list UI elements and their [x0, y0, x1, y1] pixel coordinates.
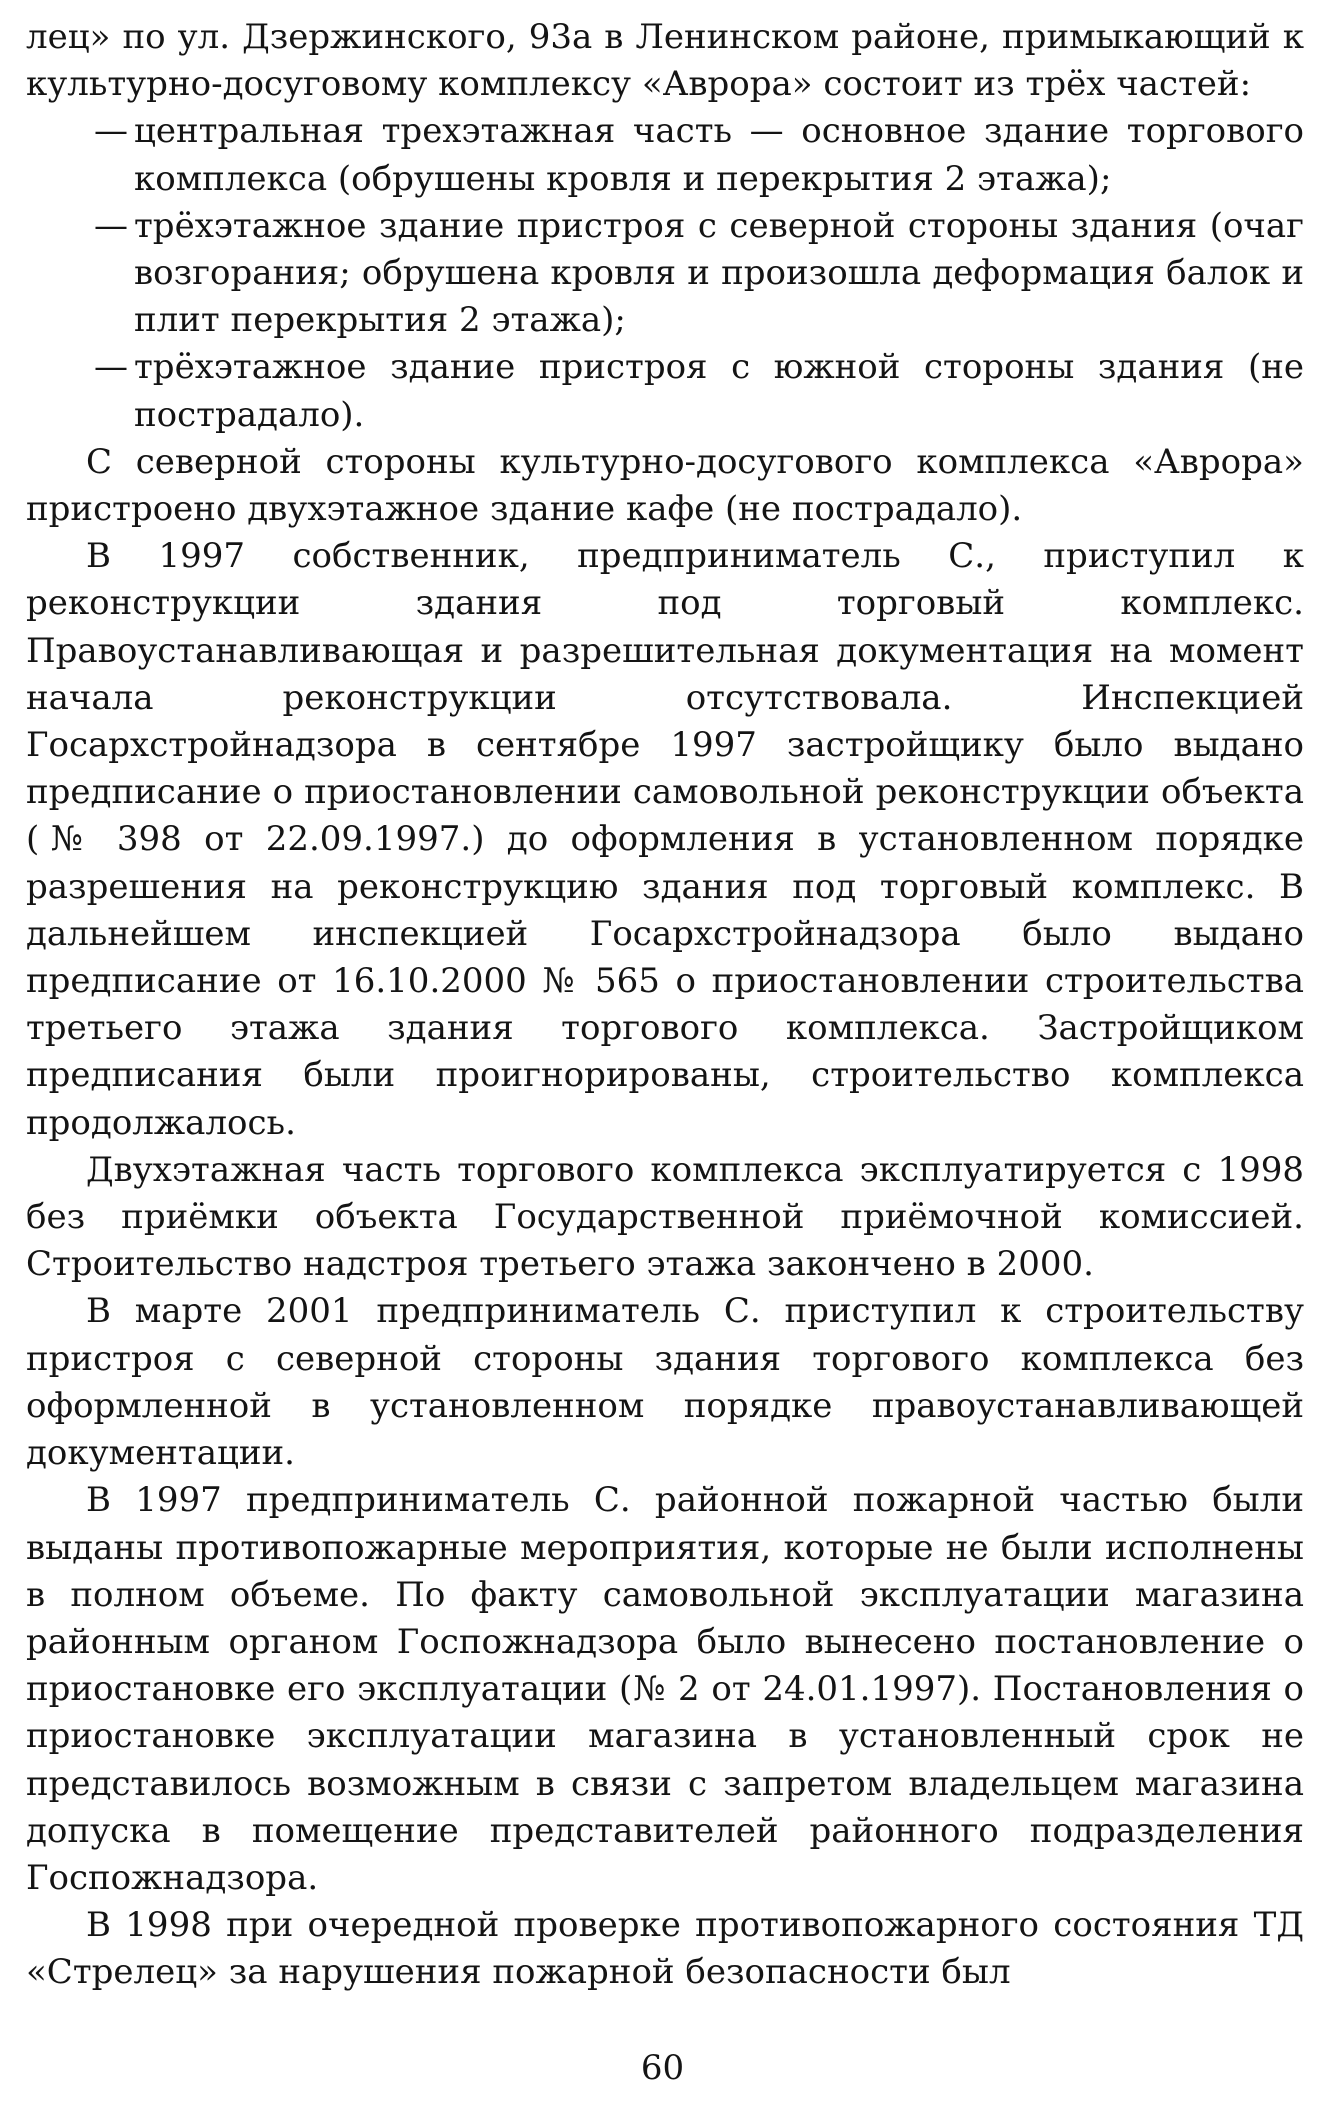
list-item-central-part: [26, 108, 1304, 202]
dash-marker: —: [94, 111, 128, 152]
paragraph-operation: Двухэтажная часть торгового комплекса эксплуатируется с 1998 без приёмки объекта Государственной приёмочной комиссией. Строительство надстроя третьего этажа закончено в 2000.: [26, 1149, 1304, 1285]
document-page: [26, 14, 1304, 1997]
paragraph-reconstruction: В 1997 собственник, предприниматель С., приступил к реконструкции здания под торговый комплекс. Правоустанавливающая и разрешительная документация на момент начала реконструкции отсутствовала. Инспекцией Госархстройнадзора в сентябре 1997 застройщику было выдано предписание о приостановлении самовольной реконструкции объекта (№ 398 от 22.09.1997.) до оформления в установленном порядке разрешения на реконструкцию здания под торговый комплекс. В дальнейшем инспекцией Госархстройнадзора было выдано предписание от 16.10.2000 № 565 о приостановлении строительства третьего этажа здания торгового комплекса. Застройщиком предписания были проигнорированы, строительство комплекса продолжалось.: [26, 536, 1304, 1143]
paragraph-north-construction: В марте 2001 предприниматель С. приступил к строительству пристроя с северной стороны здания торгового комплекса без оформленной в установленном порядке правоустанавливающей документации.: [26, 1291, 1304, 1474]
paragraph-intro: лец» по ул. Дзержинского, 93а в Ленинском районе, примыкающий к культурно-досуговому комплексу «Аврора» состоит из трёх частей:: [26, 17, 1304, 105]
parts-list: [26, 108, 1304, 438]
list-item-text: трёхэтажное здание пристроя с северной стороны здания (очаг возгорания; обрушена кровля и произошла деформация балок и плит перекрытия 2 этажа);: [134, 205, 1304, 341]
dash-marker: —: [94, 347, 128, 388]
paragraph-cafe-annex: С северной стороны культурно-досугового комплекса «Аврора» пристроено двухэтажное здание кафе (не пострадало).: [26, 441, 1304, 530]
list-item-south-annex: [26, 344, 1304, 438]
list-item-text: трёхэтажное здание пристроя с южной стороны здания (не пострадало).: [134, 347, 1304, 435]
paragraph-fire-measures: В 1997 предприниматель С. районной пожарной частью были выданы противопожарные мероприятия, которые не были исполнены в полном объеме. По факту самовольной эксплуатации магазина районным органом Госпожнадзора было вынесено постановление о приостановке его эксплуатации (№ 2 от 24.01.1997). Постановления о приостановке эксплуатации магазина в установленный срок не представилось возможным в связи с запретом владельцем магазина допуска в помещение представителей районного подразделения Госпожнадзора.: [26, 1480, 1304, 1898]
dash-marker: —: [94, 205, 128, 246]
list-item-north-annex: [26, 203, 1304, 345]
list-item-text: центральная трехэтажная часть — основное здание торгового комплекса (обрушены кровля и перекрытия 2 этажа);: [134, 111, 1304, 199]
page-number: 60: [640, 2048, 685, 2088]
paragraph-inspection-1998: В 1998 при очередной проверке противопожарного состояния ТД «Стрелец» за нарушения пожарной безопасности был: [26, 1905, 1304, 1993]
